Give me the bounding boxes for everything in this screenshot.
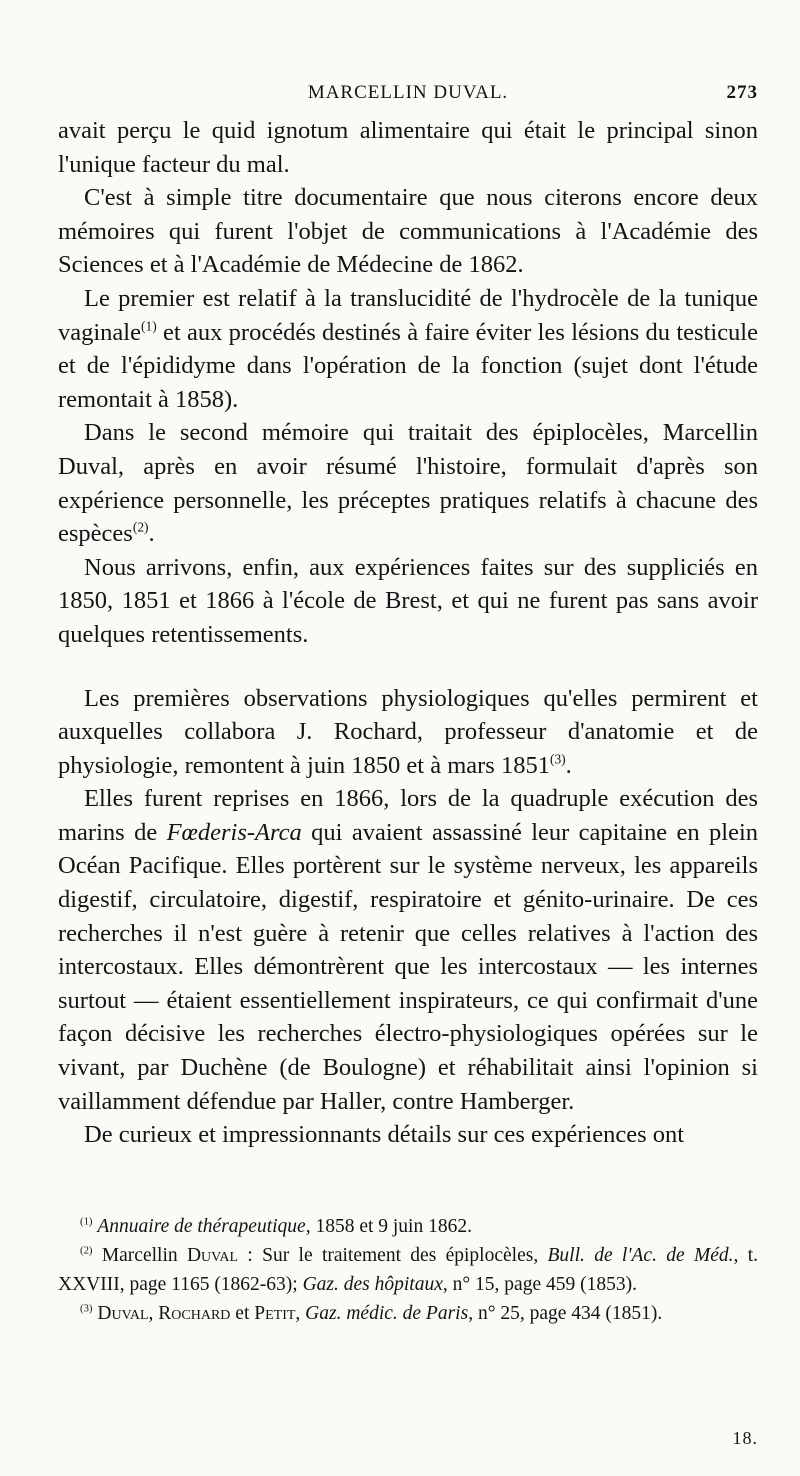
body-text — [58, 114, 758, 1152]
footnote-3-journal: Gaz. médic. de Paris — [305, 1303, 469, 1324]
paragraph-2: C'est à simple titre documentaire que nous citerons encore deux mémoires qui furent l'objet de communications à l'Académie des Sciences et à l'Académie de Médecine de 1862. — [58, 184, 758, 279]
paragraph-4 — [58, 416, 758, 550]
footnote-3-number: (3) — [80, 1302, 93, 1315]
footnote-2-text-c: , t. XXVIII, page 1165 (1862-63); — [58, 1245, 758, 1295]
footnotes — [58, 1212, 758, 1328]
footnote-3-author-3: Petit — [254, 1303, 296, 1324]
footnote-2 — [58, 1241, 758, 1299]
paragraph-6-text-b: . — [565, 751, 572, 779]
footnote-1-rest: , 1858 et 9 juin 1862. — [305, 1216, 472, 1237]
paragraph-3-text-b: et aux procédés destinés à faire éviter les lésions du testicule et de l'épididyme dans l'opération de la fonction (sujet dont l'étude remontait à 1858). — [58, 318, 758, 413]
paragraph-4-text-a: Dans le second mémoire qui traitait des épiplocèles, Marcellin Duval, après en avoir résumé l'histoire, formulait d'après son expérience personnelle, les préceptes pratiques relatifs à chacune des espèces — [58, 419, 758, 548]
paragraph-3-text-a: Le premier est relatif à la translucidité de l'hydrocèle de la tunique vaginale — [58, 284, 758, 346]
footnote-2-text-a: Marcellin — [101, 1245, 187, 1266]
footnote-2-number: (2) — [80, 1244, 93, 1257]
signature-mark: 18. — [732, 1428, 758, 1448]
paragraph-7-text-a: Elles furent reprises en 1866, lors de la quadruple exécution des marins de — [58, 785, 758, 846]
footnote-ref-2: (2) — [132, 519, 149, 535]
paragraph-1: avait perçu le quid ignotum alimentaire qui était le principal sinon l'unique facteur du mal. — [58, 117, 758, 178]
footnote-2-journal-1: Bull. de l'Ac. de Méd. — [547, 1245, 734, 1266]
page-header — [58, 76, 758, 112]
paragraph-7 — [58, 782, 758, 1118]
footnote-1-title: Annuaire de thérapeutique — [97, 1216, 306, 1237]
paragraph-3 — [58, 282, 758, 416]
paragraph-8: De curieux et impressionnants détails sur ces expériences ont — [84, 1121, 685, 1149]
footnote-3-authors: Duval, Rochard — [97, 1303, 231, 1324]
paragraph-6-text-a: Les premières observations physiologiques qu'elles permirent et auxquelles collabora J. Rochard, professeur d'anatomie et de physiologie, remontent à juin 1850 et à mars 1851 — [58, 684, 758, 779]
footnote-1 — [58, 1212, 758, 1241]
paragraph-5: Nous arrivons, enfin, aux expériences faites sur des suppliciés en 1850, 1851 et 1866 à l'école de Brest, et qui ne furent pas sans avoir quelques retentissements. — [58, 553, 758, 648]
footnote-3-and: et — [230, 1303, 255, 1324]
page-number: 273 — [726, 82, 758, 103]
footnote-2-text-d: , n° 15, page 459 (1853). — [442, 1274, 637, 1295]
footnote-3-rest: , n° 25, page 434 (1851). — [468, 1303, 663, 1324]
ship-name: Fœderis-Arca — [166, 818, 302, 846]
footnote-ref-3: (3) — [549, 751, 566, 767]
footnote-2-journal-2: Gaz. des hôpitaux — [302, 1274, 443, 1295]
footnote-2-author: Duval — [186, 1245, 239, 1266]
footnote-1-number: (1) — [80, 1215, 93, 1228]
footnote-ref-1: (1) — [141, 318, 157, 334]
running-head: MARCELLIN DUVAL. — [307, 82, 509, 103]
paragraph-6 — [58, 682, 758, 783]
paragraph-7-text-b: qui avaient assassiné leur capitaine en plein Océan Pacifique. Elles portèrent sur le système nerveux, les appareils digestif, circulatoire, digestif, respiratoire et génito-urinaire. De ces recherches il n'est guère à retenir que celles relatives à l'action des intercostaux. Elles démontrèrent que les intercostaux — les internes surtout — étaient essentiellement inspirateurs, ce qui confirmait d'une façon décisive les recherches électro-physiologiques opérées sur le vivant, par Duchène (de Boulogne) et réhabilitait ainsi l'opinion si vaillamment défendue par Haller, contre Hamberger. — [58, 818, 758, 1115]
footnote-3 — [58, 1299, 758, 1328]
paragraph-4-text-b: . — [148, 520, 155, 548]
footnote-2-text-b: : Sur le traitement des épiplocèles, — [238, 1245, 548, 1266]
footnote-3-sep: , — [295, 1303, 306, 1324]
